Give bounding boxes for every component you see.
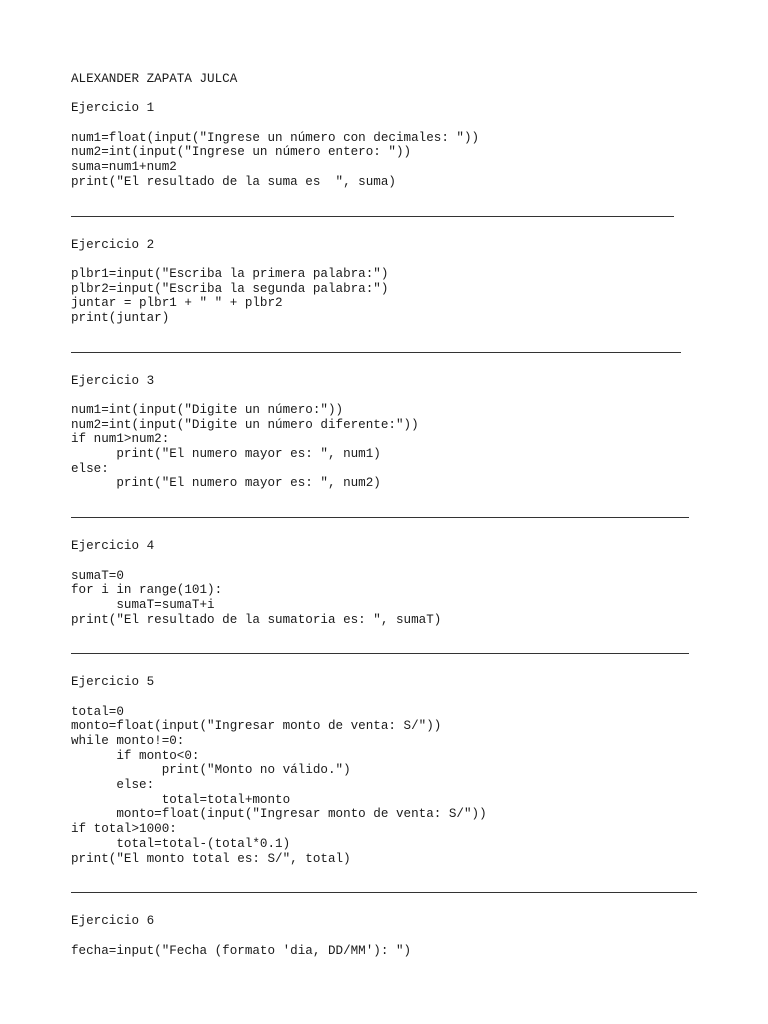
code-block	[71, 267, 711, 326]
section-divider	[71, 352, 681, 353]
document-body	[71, 72, 711, 958]
code-line: else:	[71, 461, 109, 476]
code-line: print("Monto no válido.")	[71, 763, 351, 778]
code-line: print("El resultado de la sumatoria es: ", sumaT)	[71, 612, 442, 627]
code-line: print(juntar)	[71, 310, 170, 325]
exercise-title: Ejercicio 6	[71, 914, 155, 929]
code-line: print("El resultado de la suma es ", suma)	[71, 174, 396, 189]
code-line: num1=float(input("Ingrese un número con decimales: "))	[71, 130, 480, 145]
exercise-section	[71, 914, 711, 958]
code-line: num1=int(input("Digite un número:"))	[71, 403, 344, 417]
exercise-section	[71, 675, 711, 866]
exercise-title: Ejercicio 1	[71, 101, 155, 116]
exercise-section	[71, 238, 711, 326]
code-block	[71, 569, 711, 628]
section-divider	[71, 892, 697, 893]
code-block	[71, 403, 711, 491]
exercise-title: Ejercicio 4	[71, 539, 155, 554]
code-line: if monto<0:	[71, 748, 200, 763]
code-line: sumaT=0	[71, 568, 124, 583]
code-block	[71, 131, 711, 190]
code-line: plbr1=input("Escriba la primera palabra:")	[71, 266, 389, 281]
code-line: total=total-(total*0.1)	[71, 836, 291, 851]
code-line: if total>1000:	[71, 822, 177, 837]
code-line: juntar = plbr1 + " " + plbr2	[71, 296, 283, 311]
code-block	[71, 705, 711, 867]
code-line: print("El numero mayor es: ", num2)	[71, 476, 381, 491]
code-line: print("El numero mayor es: ", num1)	[71, 447, 381, 462]
exercise-title: Ejercicio 2	[71, 237, 155, 252]
exercise-section	[71, 539, 711, 627]
section-divider	[71, 517, 689, 518]
code-line: if num1>num2:	[71, 432, 170, 447]
code-line: total=0	[71, 704, 124, 719]
section-divider	[71, 216, 674, 217]
section-divider	[71, 653, 689, 654]
code-line: num2=int(input("Digite un número diferente:"))	[71, 417, 419, 432]
code-line: plbr2=input("Escriba la segunda palabra:")	[71, 281, 389, 296]
code-line: suma=num1+num2	[71, 160, 177, 175]
exercise-title: Ejercicio 5	[71, 675, 155, 690]
exercise-section	[71, 374, 711, 492]
code-line: total=total+monto	[71, 792, 291, 807]
exercise-title: Ejercicio 3	[71, 373, 155, 388]
code-line: fecha=input("Fecha (formato 'dia, DD/MM'): ")	[71, 943, 412, 958]
code-line: else:	[71, 778, 155, 793]
code-line: while monto!=0:	[71, 734, 185, 748]
exercise-section	[71, 101, 711, 189]
code-line: monto=float(input("Ingresar monto de venta: S/"))	[71, 719, 442, 734]
code-line: sumaT=sumaT+i	[71, 597, 215, 612]
code-line: print("El monto total es: S/", total)	[71, 851, 351, 866]
code-block	[71, 944, 711, 959]
code-line: for i in range(101):	[71, 583, 223, 598]
author-name: ALEXANDER ZAPATA JULCA	[71, 72, 238, 86]
code-line: num2=int(input("Ingrese un número entero: "))	[71, 145, 412, 160]
code-line: monto=float(input("Ingresar monto de venta: S/"))	[71, 807, 487, 822]
exercise-list	[71, 101, 711, 958]
